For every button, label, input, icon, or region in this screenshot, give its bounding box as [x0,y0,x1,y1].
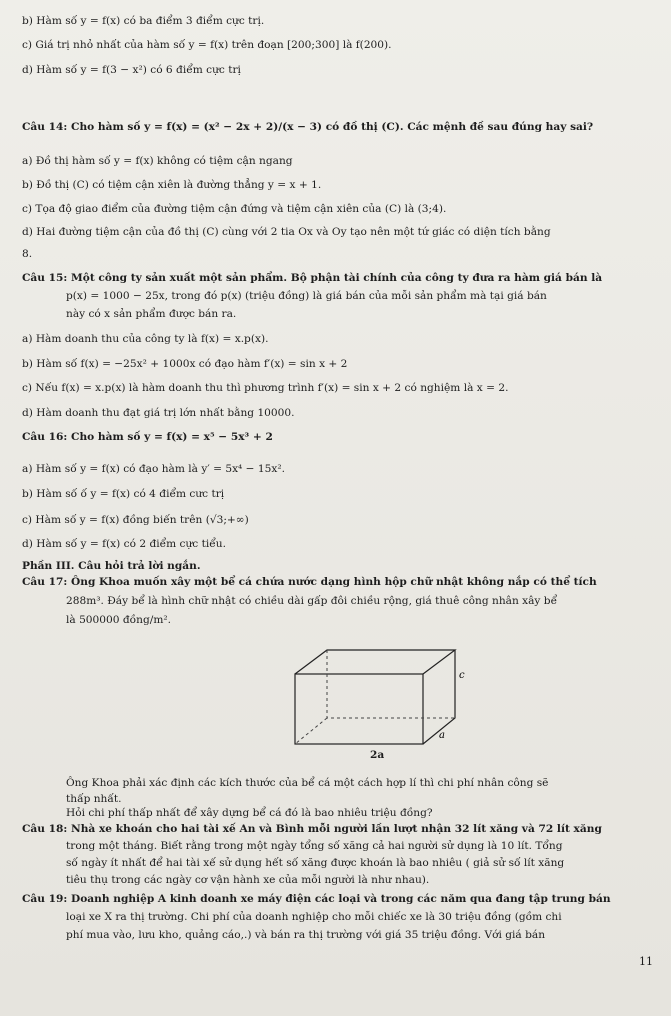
text-line: 8. [22,248,33,260]
box-front-face [295,674,423,744]
text-line: Ông Khoa phải xác định các kích thước của bể cá một cách hợp lí thì chi phí nhân công sẽ [66,777,549,789]
text-line: Câu 19: Doanh nghiệp A kinh doanh xe máy điện các loại và trong các năm qua đang tập trung bán [22,893,611,905]
label-c: c [459,670,465,681]
text-line: b) Hàm số f(x) = −25x² + 1000x có đạo hàm f′(x) = sin x + 2 [22,358,348,370]
text-line: a) Hàm số y = f(x) có đạo hàm là y′ = 5x⁴ − 15x². [22,463,285,475]
text-line: Câu 14: Cho hàm số y = f(x) = (x² − 2x + 2)/(x − 3) có đồ thị (C). Các mệnh đề sau đúng hay sai? [22,121,594,133]
text-line: c) Giá trị nhỏ nhất của hàm số y = f(x) trên đoạn [200;300] là f(200). [22,39,392,51]
text-line: d) Hàm số y = f(3 − x²) có 6 điểm cực trị [22,64,241,76]
text-line: trong một tháng. Biết rằng trong một ngày tổng số xăng cả hai người sử dụng là 10 lít. Tổng [66,840,563,852]
text-line: d) Hàm số y = f(x) có 2 điểm cực tiểu. [22,538,226,550]
tank-figure [285,642,475,752]
text-line: này có x sản phẩm được bán ra. [66,308,237,320]
box-hidden-edges [327,650,455,718]
text-line: là 500000 đồng/m². [66,614,171,626]
text-line: số ngày ít nhất để hai tài xế sử dụng hết số xăng được khoán là bao nhiêu ( giả sử số lít xăng [66,857,565,869]
text-line: Câu 18: Nhà xe khoán cho hai tài xế An và Bình mỗi người lần lượt nhận 32 lít xăng và 72 lít xăng [22,823,602,835]
text-line: b) Hàm số y = f(x) có ba điểm 3 điểm cực trị. [22,15,265,27]
text-line: c) Hàm số y = f(x) đồng biến trên (√3;+∞) [22,514,249,526]
text-line: Câu 15: Một công ty sản xuất một sản phẩm. Bộ phận tài chính của công ty đưa ra hàm giá bán là [22,272,603,284]
page-number: 11 [639,955,653,968]
text-line: Câu 16: Cho hàm số y = f(x) = x⁵ − 5x³ + 2 [22,431,273,443]
text-line: a) Đồ thị hàm số y = f(x) không có tiệm cận ngang [22,155,293,167]
text-line: c) Nếu f(x) = x.p(x) là hàm doanh thu thì phương trình f′(x) = sin x + 2 có nghiệm là x = 2. [22,382,509,394]
label-a: a [439,730,445,741]
text-line: b) Đồ thị (C) có tiệm cận xiên là đường thẳng y = x + 1. [22,179,322,191]
text-line: Hỏi chi phí thấp nhất để xây dựng bể cá đó là bao nhiêu triệu đồng? [66,807,433,819]
text-line: phí mua vào, lưu kho, quảng cáo,.) và bán ra thị trường với giá 35 triệu đồng. Với giá bán [66,929,546,941]
label-2a: 2a [370,749,385,761]
text-line: p(x) = 1000 − 25x, trong đó p(x) (triệu đồng) là giá bán của mỗi sản phẩm mà tại giá bán [66,290,547,302]
text-line: thấp nhất. [66,793,122,805]
text-line: a) Hàm doanh thu của công ty là f(x) = x.p(x). [22,333,269,345]
text-line: Câu 17: Ông Khoa muốn xây một bể cá chứa nước dạng hình hộp chữ nhật không nắp có thể tích [22,576,597,588]
text-line: d) Hai đường tiệm cận của đồ thị (C) cùng với 2 tia Ox và Oy tạo nên một tứ giác có diện tích bằng [22,226,551,238]
text-line: 288m³. Đáy bể là hình chữ nhật có chiều dài gấp đôi chiều rộng, giá thuê công nhân xây bể [66,595,558,607]
text-line: tiêu thụ trong các ngày cơ vận hành xe của mỗi người là như nhau). [66,874,430,886]
text-line: d) Hàm doanh thu đạt giá trị lớn nhất bằng 10000. [22,407,295,419]
box-hidden-diagonal [295,718,327,744]
text-line: c) Tọa độ giao điểm của đường tiệm cận đứng và tiệm cận xiên của (C) là (3;4). [22,203,447,215]
text-line: Phần III. Câu hỏi trả lời ngắn. [22,560,201,572]
text-line: loại xe X ra thị trường. Chi phí của doanh nghiệp cho mỗi chiếc xe là 30 triệu đồng (gồm chi [66,911,562,923]
text-line: b) Hàm số ố y = f(x) có 4 điểm cưc trị [22,488,225,500]
box-top-edges [295,650,455,674]
